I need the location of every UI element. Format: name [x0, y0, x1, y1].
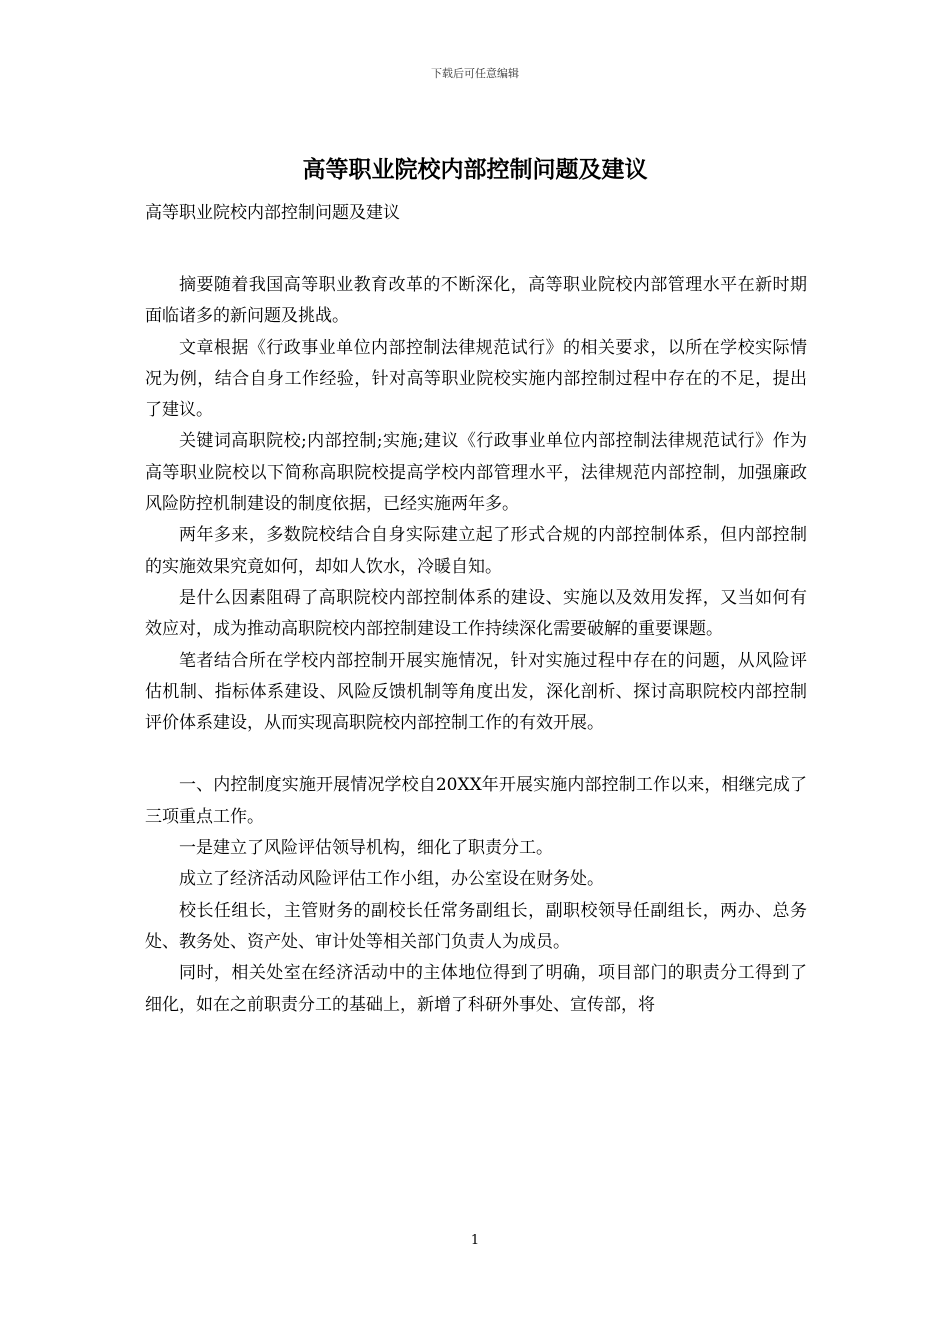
paragraph-abstract: 摘要随着我国高等职业教育改革的不断深化，高等职业院校内部管理水平在新时期面临诸多的新问题及挑战。: [145, 275, 807, 327]
document-subtitle: 高等职业院校内部控制问题及建议: [145, 203, 400, 223]
paragraph-basis: 文章根据《行政事业单位内部控制法律规范试行》的相关要求，以所在学校实际情况为例，结合自身工作经验，针对高等职业院校实施内部控制过程中存在的不足，提出了建议。: [145, 337, 807, 421]
document-body: [145, 270, 807, 1021]
paragraph-first-point: 一是建立了风险评估领导机构，细化了职责分工。: [179, 838, 553, 859]
page-number: 1: [470, 1233, 480, 1248]
paragraph-spacer: [145, 739, 807, 770]
paragraph-leader: 校长任组长，主管财务的副校长任常务副组长，副职校领导任副组长，两办、总务处、教务处、资产处、审计处等相关部门负责人为成员。: [145, 900, 807, 952]
paragraph-responsibility: 同时，相关处室在经济活动中的主体地位得到了明确，项目部门的职责分工得到了细化，如在之前职责分工的基础上，新增了科研外事处、宣传部，将: [145, 963, 807, 1015]
document-title: 高等职业院校内部控制问题及建议: [302, 156, 648, 183]
paragraph-two-years: 两年多来，多数院校结合自身实际建立起了形式合规的内部控制体系，但内部控制的实施效果究竟如何，却如人饮水，冷暖自知。: [145, 525, 807, 577]
paragraph-question: 是什么因素阻碍了高职院校内部控制体系的建设、实施以及效用发挥，又当如何有效应对，成为推动高职院校内部控制建设工作持续深化需要破解的重要课题。: [145, 587, 807, 640]
paragraph-group: 成立了经济活动风险评估工作小组，办公室设在财务处。: [179, 869, 604, 890]
header-note: 下载后可任意编辑: [431, 67, 519, 80]
paragraph-section-one: 一、内控制度实施开展情况学校自20XX年开展实施内部控制工作以来，相继完成了三项重点工作。: [145, 775, 807, 827]
paragraph-keywords: 关键词高职院校;内部控制;实施;建议《行政事业单位内部控制法律规范试行》作为高等职业院校以下简称高职院校提高学校内部管理水平，法律规范内部控制，加强廉政风险防控机制建设的制度依据，已经实施两年多。: [145, 431, 807, 515]
paragraph-author: 笔者结合所在学校内部控制开展实施情况，针对实施过程中存在的问题，从风险评估机制、指标体系建设、风险反馈机制等角度出发，深化剖析、探讨高职院校内部控制评价体系建设，从而实现高职院校内部控制工作的有效开展。: [145, 650, 807, 734]
